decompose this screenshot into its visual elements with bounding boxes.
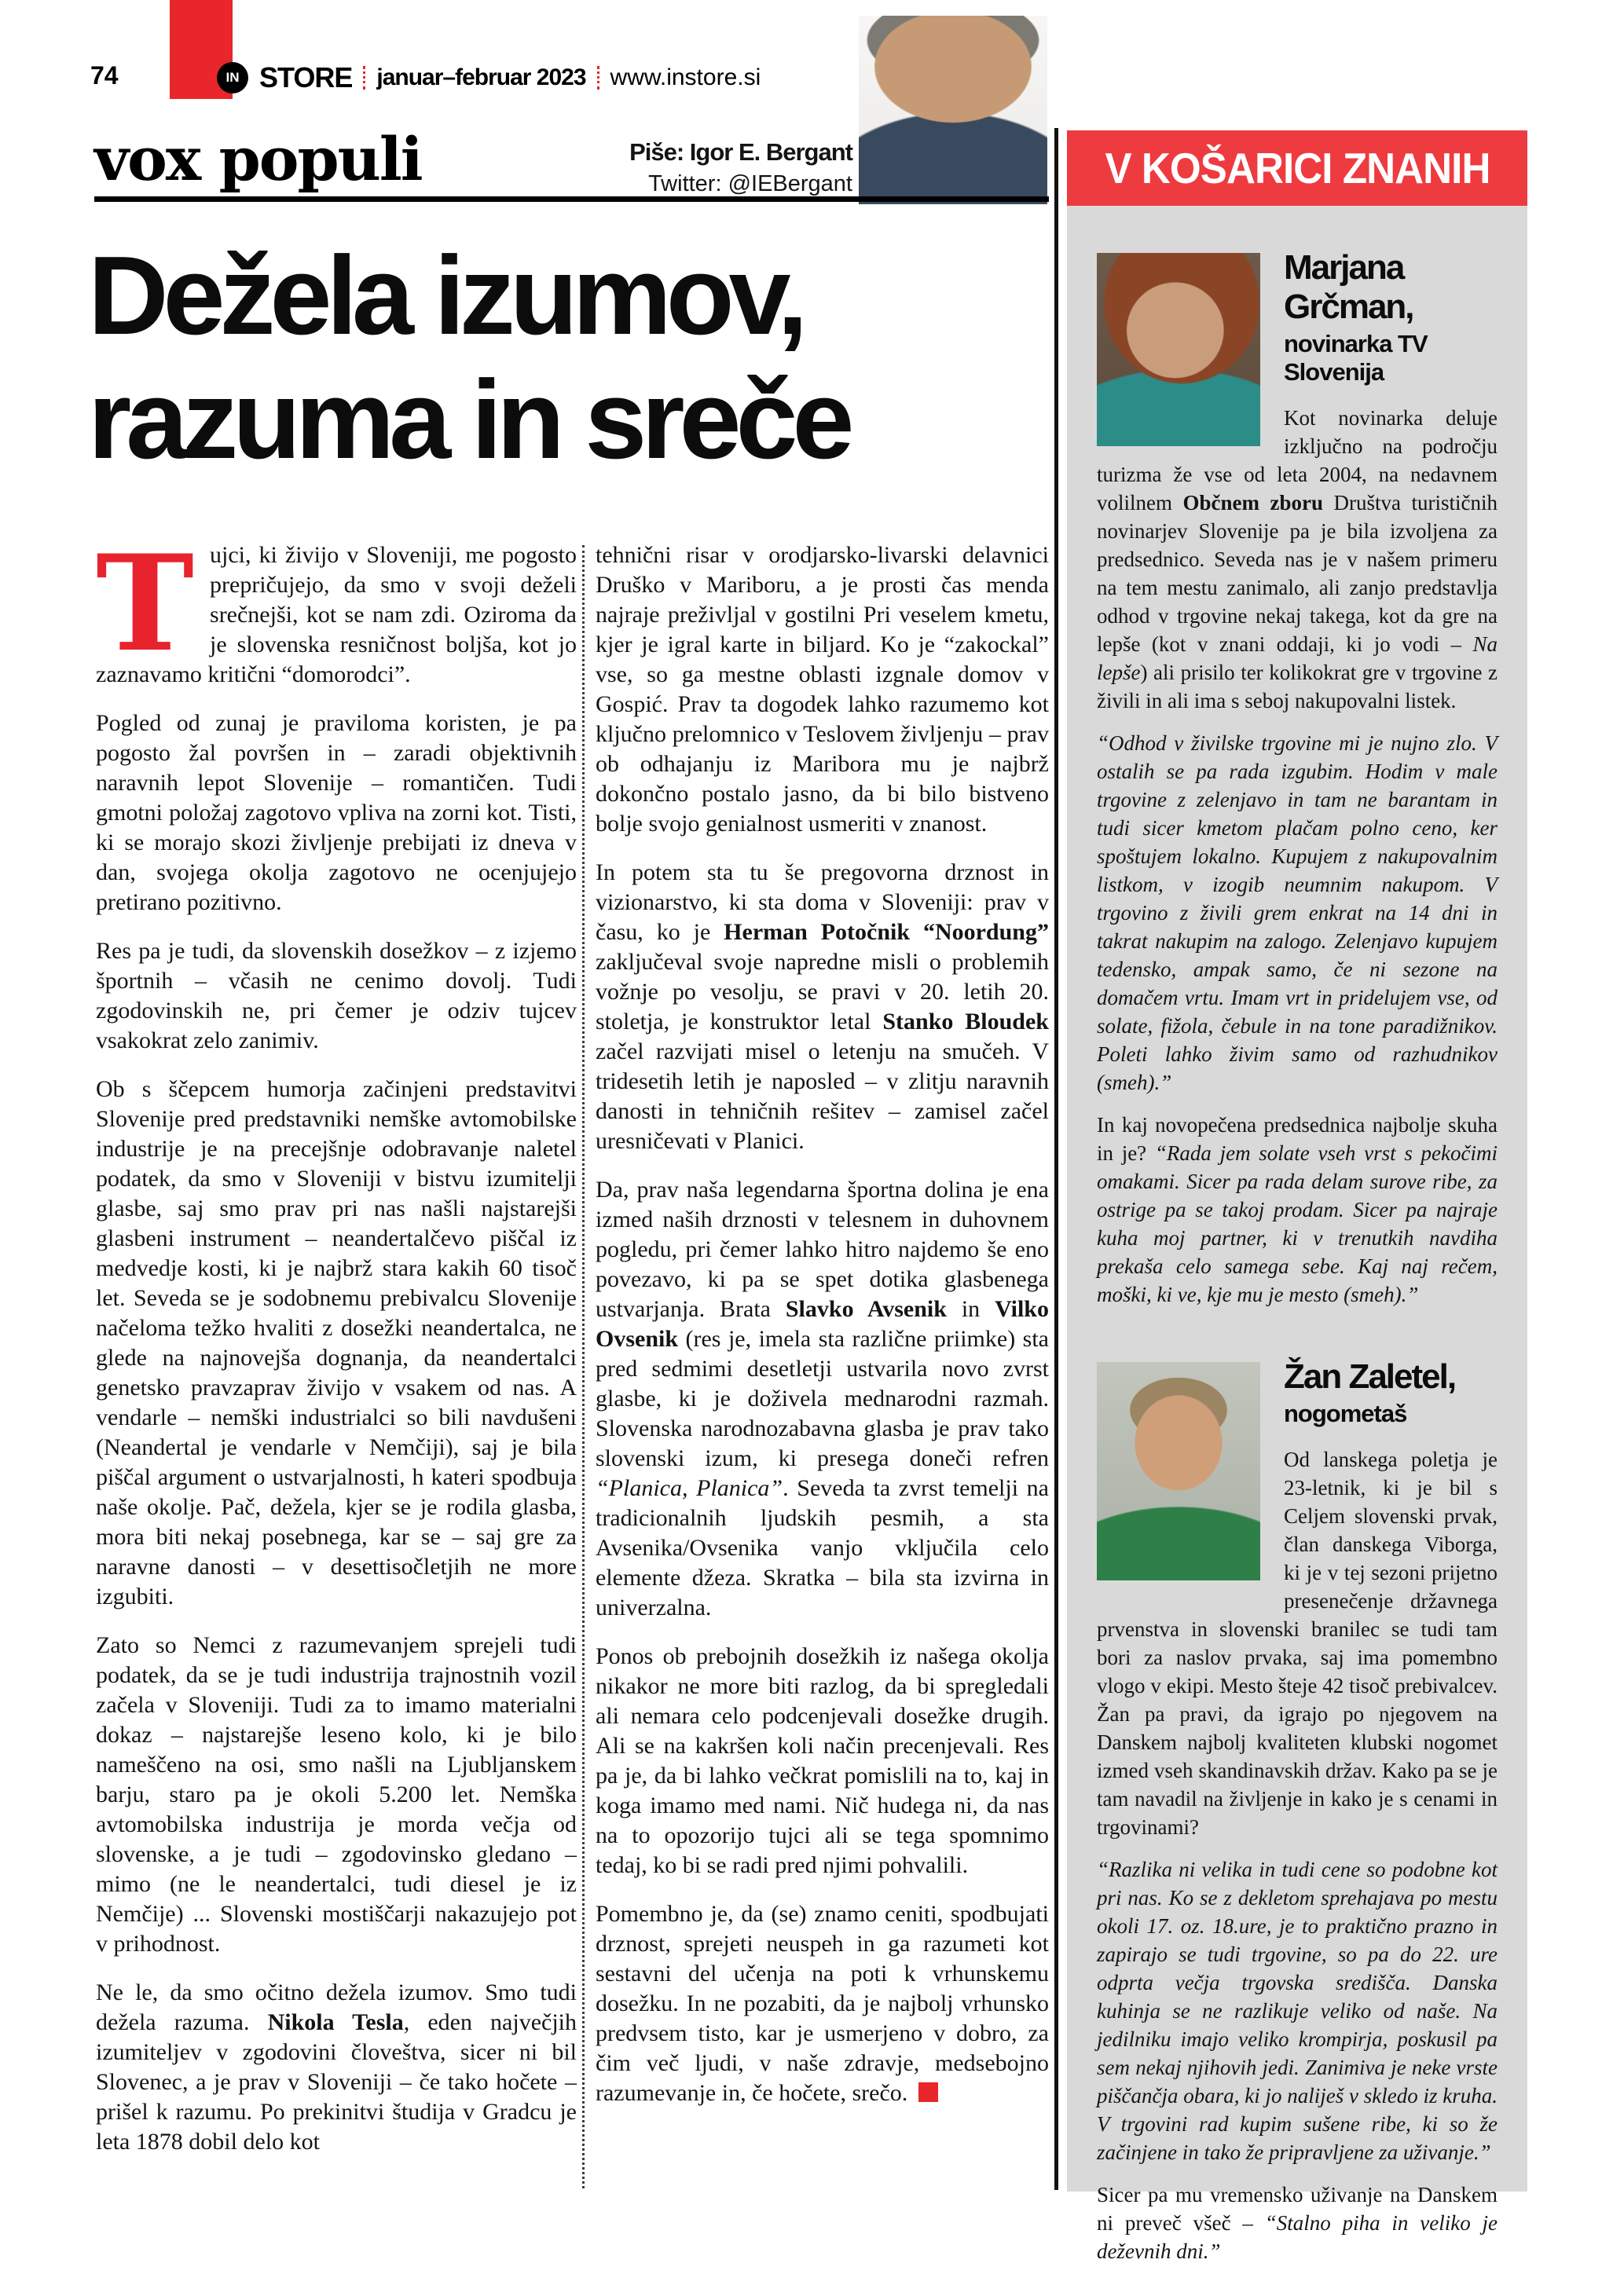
paragraph: Sicer pa mu vremensko uživanje na Danskem ni preveč všeč – “Stalno piha in veliko je deževnih dni.” xyxy=(1097,2183,1498,2263)
paragraph: Da, prav naša legendarna športna dolina je ena izmed naših drznosti v telesnem in duhovnem pogledu, pri čemer lahko hitro najdemo še eno povezavo, ki pa se spet dotika glasbenega ustvarjanja. Brata Slavko Avsenik in Vilko Ovsenik (res je, imela sta različne priimke) sta pred sedmimi desetletji ustvarila novo zvrst glasbe, ki je doživela mednarodni razmah. Slovenska narodnozabavna glasba je prav tako slovenski izum, ki presega doneči refren “Planica, Planica”. Seveda ta zvrst temelji na tradicionalnih ljudskih pesmih, a sta Avsenika/Ovsenika vanjo vključila celo elemente džeza. Skratka – bila sta izvirna in univerzalna. xyxy=(596,1177,1049,1620)
logo-store-text: STORE xyxy=(259,61,353,93)
paragraph: Kot novinarka deluje izključno na področju turizma že vse od leta 2004, na nedavnem volilnem Občnem zboru Društva turističnih novinarjev Slovenije pa je bila izvoljena za predsednico. Seveda nas je v našem primeru na tem mestu zanimalo, ali zanjo predstavlja odhod v trgovine nekaj takega, kot da gre na lepše (kot v znani oddaji, ki jo vodi – Na lepše) ali prisilo ter kolikokrat gre v trgovine z živili in ali ima s seboj nakupovalni listek. xyxy=(1097,406,1498,712)
twitter-handle: Twitter: @IEBergant xyxy=(648,171,852,196)
paragraph-text: Pomembno je, da (se) znamo ceniti, spodbujati drznost, sprejeti neuspeh in ga razumeti kot sestavni del učenja na poti k vrhunskemu dosežku. In ne pozabiti, da je najbolj vrhunsko predvsem tisto, kar je usmerjeno v dobro, za čim več ljudi, v naše zdravje, medsebojno razumevanje in, če hočete, srečo. xyxy=(596,1901,1049,2106)
quote-paragraph: “Razlika ni velika in tudi cene so podobne kot pri nas. Ko se z dekletom sprehajava po mestu okoli 17. oz. 18.ure, je to praktično prazno in zapirajo se tudi trgovine, so pa do 22. ure odprta večja trgovska središča. Danska kuhinja se ne razlikuje veliko od naše. Na jedilniku imajo veliko krompirja, poskusil pa sem nekaj njihovih jedi. Zanimiva je neke vrste piščančja obara, ki jo naliješ v skledo iz kruha. V trgovini rad kupim sušene ribe, ki so že začinjene in tako že pripravljene za uživanje.” xyxy=(1097,1858,1498,2164)
paragraph: In kaj novopečena predsednica najbolje skuha in je? “Rada jem solate vseh vrst s pekočimi omakami. Sicer pa rada delam surove ribe, za ostrige pa se takoj prodam. Sicer pa najraje kuha moj partner, ki v trenutkih navdiha prekaša celo samega sebe. Kaj naj rečem, moški, ki ve, kje mu je mesto (smeh).” xyxy=(1097,1113,1498,1306)
byline-block xyxy=(503,138,852,197)
profile-zan-zaletel xyxy=(1097,1357,1498,2280)
page-number: 74 xyxy=(90,61,119,90)
headline-line-2: razuma in sreče xyxy=(88,357,849,482)
paragraph xyxy=(96,525,577,690)
logo-in-icon: IN xyxy=(217,62,248,93)
paragraph: tehnični risar v orodjarsko-livarski delavnici Druško v Mariboru, a je prosti čas menda najraje preživljal v gostilni Pri veselem kmetu, kjer je igral karte in biljard. Ko je “zakockal” vse, so ga mestne oblasti izgnale domov v Gospić. Prav ta dogodek lahko razumemo kot ključno prelomnico v Teslovem življenju – prav ob odhajanju iz Maribora mu je najbrž dokončno postalo jasno, da bi bilo bistveno bolje svojo genialnost usmeriti v znanost. xyxy=(596,542,1049,837)
paragraph: Od lanskega poletja je 23-letnik, ki je bil s Celjem slovenski prvak, član danskega Viborga, ki je v tej sezoni prijetno presenečenje državnega prvenstva in slovenski branilec se tudi tam bori za naslov prvaka, saj ima pomembno vlogo v ekipi. Mesto šteje 42 tisoč prebivalcev. Žan pa pravi, da igrajo po njegovem na Danskem najbolj kvaliteten klubski nogomet izmed vseh skandinavskih držav. Kako pa se je tam navadil na življenje in kako je s cenami in trgovinami? xyxy=(1097,1448,1498,1839)
header-separator-icon xyxy=(363,66,365,90)
article-column-2 xyxy=(596,540,1049,2198)
paragraph-text: ujci, ki živijo v Sloveniji, me pogosto prepričujejo, da smo v svoji deželi srečnejši, kot se nam zdi. Oziroma da je slovenska resničnost boljša, kot jo zaznavamo kritični “domorodci”. xyxy=(96,542,577,687)
sidebar xyxy=(1067,206,1527,2263)
issue-date: januar–februar 2023 xyxy=(376,64,586,90)
profile-marjana-grcman xyxy=(1097,248,1498,1323)
header-rule xyxy=(94,196,1049,202)
article-column-1 xyxy=(96,525,577,2198)
paragraph: Ponos ob prebojnih dosežkih iz našega okolja nikakor ne more biti razlog, da bi spregledali ali nemara celo podcenjevali dosežke drugih. Ali se na kakršen koli način precenjevali. Res pa je, da bi lahko večkrat pomislili na to, kaj in koga imamo med nami. Nič hudega ni, da nas na to opozorijo tujci ali se tega spomnimo tedaj, ko bi se radi pred njimi pohvalili. xyxy=(596,1643,1049,1878)
drop-cap: T xyxy=(96,525,195,681)
zan-zaletel-photo xyxy=(1097,1362,1260,1580)
profile-name: Marjana Grčman, xyxy=(1284,248,1413,326)
header-separator-icon xyxy=(597,66,599,90)
website-url: www.instore.si xyxy=(610,64,761,90)
paragraph: Pogled od zunaj je praviloma koristen, je pa pogosto žal površen in – zaradi objektivnih naravnih lepot Slovenije – romantičen. Tudi gmotni položaj zagotovo vpliva na zorni kot. Tisti, ki se morajo skozi življenje prebijati iz dneva v dan, svojega okolja zagotovo ne ocenjujejo pretirano pozitivno. xyxy=(96,710,577,915)
article-headline xyxy=(88,234,1054,482)
profile-text xyxy=(1097,404,1498,1309)
profile-name: Žan Zaletel, xyxy=(1284,1357,1456,1396)
byline: Piše: Igor E. Bergant xyxy=(629,138,852,166)
sidebar-title: V KOŠARICI ZNANIH xyxy=(1104,144,1490,192)
paragraph: Res pa je tudi, da slovenskih dosežkov – z izjemo športnih – včasih ne cenimo dovolj. Tudi zgodovinskih ne, pri čemer je odziv tujcev vsakokrat zelo zanimiv. xyxy=(96,938,577,1053)
author-photo xyxy=(859,16,1047,204)
paragraph: In potem sta tu še pregovorna drznost in vizionarstvo, ki sta doma v Sloveniji: prav v času, ko je Herman Potočnik “Noordung” zaključeval svoje napredne misli o problemih vožnje po vesolju, se pravi v 20. letih 20. stoletja, je konstruktor letal Stanko Bloudek začel razvijati misel o letenju na smučeh. V tridesetih letih je naposled – v zlitju naravnih danosti in tehničnih rešitev – zamisel začel uresničevati v Planici. xyxy=(596,859,1049,1154)
paragraph xyxy=(596,1899,1049,2108)
marjana-grcman-photo xyxy=(1097,253,1260,446)
headline-line-1: Dežela izumov, xyxy=(88,233,803,358)
paragraph: Zato so Nemci z razumevanjem sprejeli tudi podatek, da se je tudi industrija trajnostnih vozil začela v Sloveniji. Tudi za to imamo materialni dokaz – najstarejše leseno kolo, ki je bilo nameščeno na osi, smo našli na Ljubljanskem barju, staro pa je okoli 5.200 let. Nemška avtomobilska industrija je morda večja od slovenske, a je tudi – zgodovinsko gledano – mimo (ne le neandertalci, tudi diesel je iz Nemčije) ... Slovenski mostiščarji nakazujejo pot v prihodnost. xyxy=(96,1632,577,1957)
end-mark-icon xyxy=(918,2082,938,2102)
paragraph: Ob s ščepcem humorja začinjeni predstavitvi Slovenije pred predstavniki nemške avtomobilske industrije je na precejšnje odobravanje naletel podatek, da smo v Sloveniji v bistvu izumitelji glasbe, saj smo prav pri nas našli najstarejši glasbeni instrument – neandertalčevo piščal iz medvedje kosti, ki je najbrž stara kakih 60 tisoč let. Seveda se je sodobnemu prebivalcu Slovenije načeloma težko hvaliti z dosežki neandertalca, ne glede na najnovejša dognanja, da neandertalci genetsko pravzaprav živijo v vsakem od nas. A vendarle – nemški industrialci so bili navdušeni (Neandertal je vendarle v Nemčiji), saj je bila piščal argument o ustvarjalnosti, h kateri spodbuja naše okolje. Pač, dežela, kjer se je rodila glasba, mora biti nekaj posebnega, kar se – saj gre za naravne danosti – v desettisočletjih ne more izgubiti. xyxy=(96,1076,577,1609)
magazine-logo xyxy=(217,61,761,94)
sidebar-title-banner xyxy=(1067,130,1527,206)
section-title: vox populi xyxy=(94,124,422,194)
profile-role: novinarka TV Slovenija xyxy=(1284,330,1428,386)
quote-paragraph: “Odhod v živilske trgovine mi je nujno zlo. V ostalih se pa rada izgubim. Hodim v male trgovine z zelenjavo in tam ne barantam in tudi sicer kmetom plačam polno ceno, ker spoštujem lokalno. Kupujem z nakupovalnim listkom, v izogib neumnim nakupom. V trgovino z živili grem enkrat na 14 dni in takrat nakupim na zalogo. Zelenjavo kupujem tedensko, ampak samo, če ni sezone na domačem vrtu. Imam vrt in pridelujem vse, od solate, fižola, čebule in na tone paradižnikov. Poleti lahko živim samo od razhudnikov (smeh).” xyxy=(1097,731,1498,1094)
paragraph: Ne le, da smo očitno dežela izumov. Smo tudi dežela razuma. Nikola Tesla, eden največjih izumiteljev v zgodovini človeštva, sicer ni bil Slovenec, a je prav v Sloveniji – če tako hočete – prišel k razumu. Po prekinitvi študija v Gradcu je leta 1878 dobil delo kot xyxy=(96,1979,577,2155)
column-divider xyxy=(582,545,585,2188)
profile-role: nogometaš xyxy=(1284,1400,1407,1427)
sidebar-divider-line xyxy=(1054,128,1058,2190)
